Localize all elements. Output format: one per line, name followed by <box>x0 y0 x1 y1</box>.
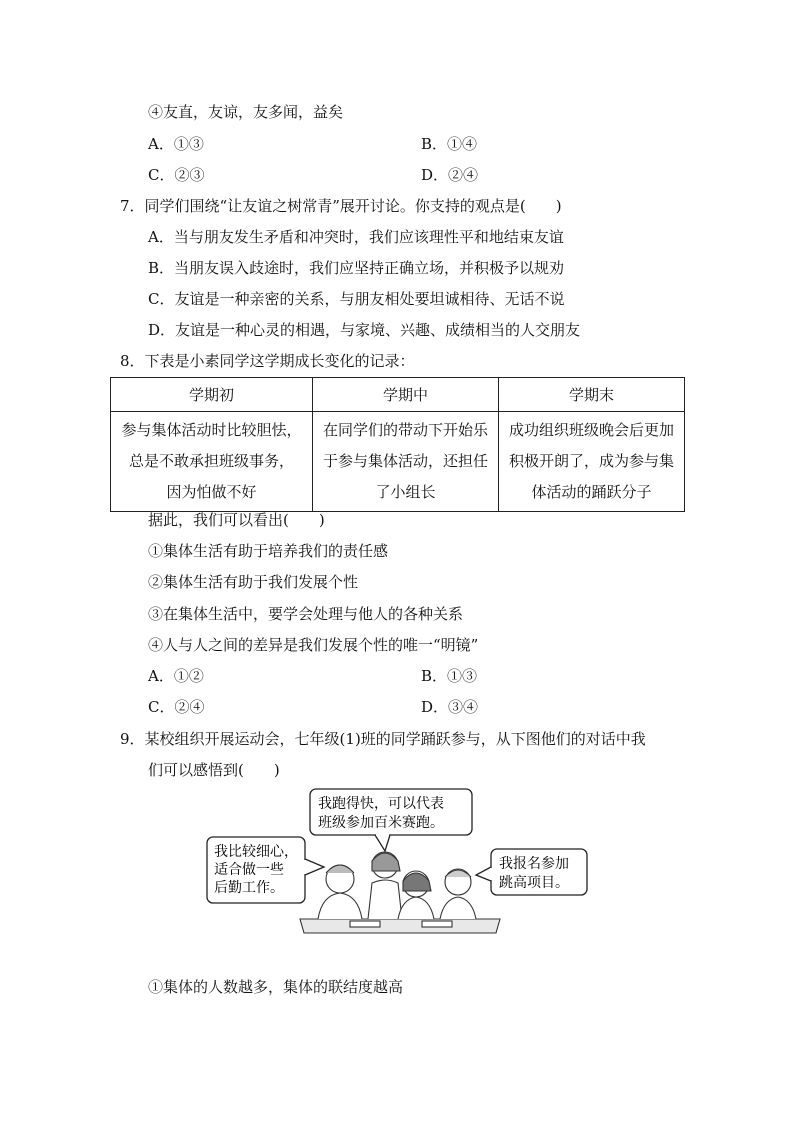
cell-line: 总是不敢承担班级事务， <box>129 452 295 470</box>
bubble-right-line-1: 我报名参加 <box>499 856 569 872</box>
table-row <box>111 412 685 512</box>
table-header-row <box>111 378 685 412</box>
q8-item-4: ④人与人之间的差异是我们发展个性的唯一“明镜” <box>148 636 479 654</box>
q8-item-2: ②集体生活有助于我们发展个性 <box>148 573 359 591</box>
cell-line: 在同学们的带动下开始乐 <box>323 421 489 439</box>
bubble-left-line-1: 我比较细心， <box>214 844 298 860</box>
q6-option-a: A．①③ <box>148 135 204 153</box>
cell-line: 参与集体活动时比较胆怯， <box>121 421 302 439</box>
table-cell <box>313 412 499 512</box>
q8-lead: 据此，我们可以看出( ) <box>148 511 325 529</box>
q8-option-a: A．①② <box>148 667 204 685</box>
q8-item-3: ③在集体生活中，要学会处理与他人的各种关系 <box>148 605 464 623</box>
bubble-right-line-2: 跳高项目。 <box>499 875 569 891</box>
q7-option-a: A．当与朋友发生矛盾和冲突时，我们应该理性平和地结束友谊 <box>148 228 564 246</box>
q6-option-c: C．②③ <box>148 166 205 184</box>
q8-option-d: D．③④ <box>421 698 479 716</box>
cell-line: 因为怕做不好 <box>166 483 257 501</box>
cell-line: 了小组长 <box>375 483 436 501</box>
q8-stem: 8．下表是小素同学这学期成长变化的记录： <box>120 352 415 370</box>
table-cell <box>111 412 313 512</box>
cell-line: 成功组织班级晚会后更加 <box>508 421 674 439</box>
speech-bubble-right <box>476 849 587 895</box>
bubble-top-line-1: 我跑得快，可以代表 <box>318 796 444 812</box>
table-header-cell: 学期末 <box>499 378 685 412</box>
q6-option-d: D．②④ <box>421 166 479 184</box>
bubble-left-line-2: 适合做一些 <box>214 862 284 878</box>
q7-option-d: D．友谊是一种心灵的相遇，与家境、兴趣、成绩相当的人交朋友 <box>148 321 581 339</box>
bubble-left-line-3: 后勤工作。 <box>214 880 284 896</box>
q7-option-c: C．友谊是一种亲密的关系，与朋友相处要坦诚相待、无话不说 <box>148 290 565 308</box>
growth-record-table <box>110 377 685 512</box>
cell-line: 积极开朗了，成为参与集 <box>508 452 674 470</box>
speech-bubble-left <box>207 837 324 903</box>
q6-item-4: ④友直，友谅，友多闻，益矣 <box>148 103 344 121</box>
speech-bubble-top <box>310 789 472 851</box>
q6-option-b: B．①④ <box>421 135 478 153</box>
q7-option-b: B．当朋友误入歧途时，我们应坚持正确立场，并积极予以规劝 <box>148 259 565 277</box>
q9-stem-line-1: 9．某校组织开展运动会，七年级(1)班的同学踊跃参与，从下图他们的对话中我 <box>120 730 646 748</box>
students-figures <box>300 852 500 933</box>
table-header-cell: 学期初 <box>111 378 313 412</box>
cell-line: 体活动的踊跃分子 <box>531 483 652 501</box>
q8-item-1: ①集体生活有助于培养我们的责任感 <box>148 542 389 560</box>
table-header-cell: 学期中 <box>313 378 499 412</box>
table-cell <box>499 412 685 512</box>
q8-option-b: B．①③ <box>421 667 478 685</box>
cell-line: 于参与集体活动，还担任 <box>323 452 489 470</box>
q9-stem-line-2: 们可以感悟到( ) <box>148 761 280 779</box>
students-dialogue-illustration <box>200 787 600 937</box>
bubble-top-line-2: 班级参加百米赛跑。 <box>318 815 444 831</box>
q9-item-1: ①集体的人数越多，集体的联结度越高 <box>148 978 404 996</box>
q8-option-c: C．②④ <box>148 698 205 716</box>
q7-stem: 7．同学们围绕“让友谊之树常青”展开讨论。你支持的观点是( ) <box>120 197 562 215</box>
